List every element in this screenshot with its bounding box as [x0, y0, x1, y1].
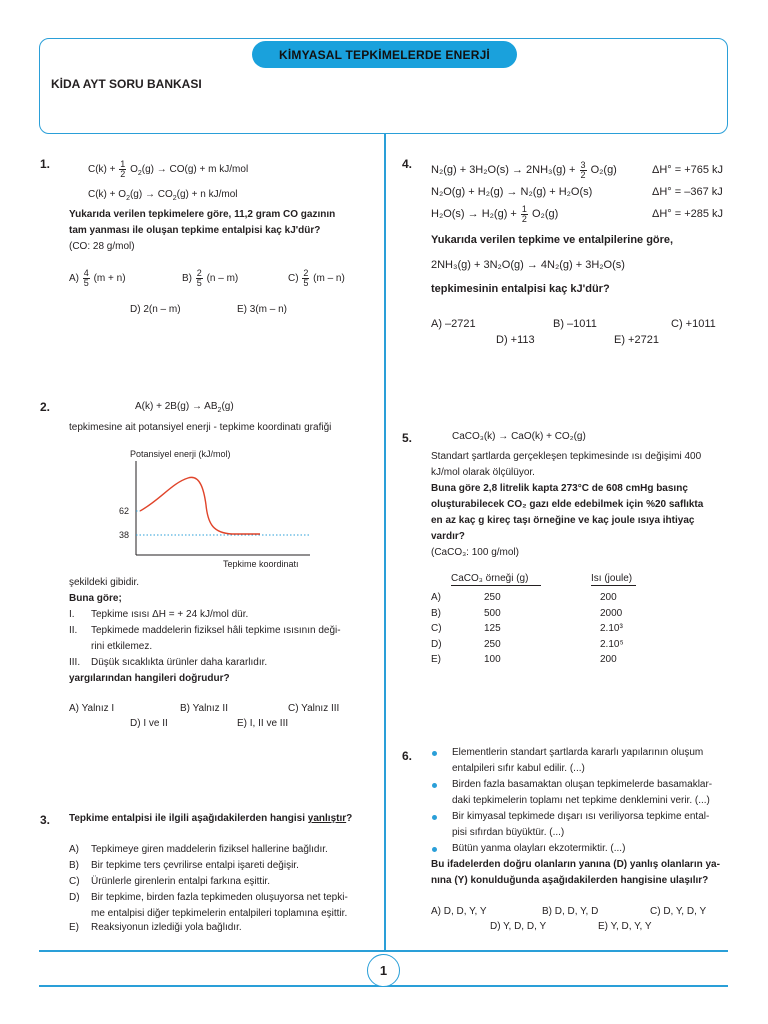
q4-option-c[interactable]: C) +1011 [671, 318, 716, 330]
q5-row-label: C) [431, 623, 442, 634]
q6-statement-4: Bütün yanma olayları ekzotermiktir. (...) [452, 843, 626, 854]
q6-option-c[interactable]: C) D, Y, D, Y [650, 906, 707, 917]
q5-row-sample: 500 [484, 608, 501, 619]
q2-item-num: II. [69, 625, 78, 636]
q5-header-underline [451, 585, 541, 586]
chart-y-label: Potansiyel enerji (kJ/mol) [130, 449, 231, 459]
q6-statement-1a: Elementlerin standart şartlarda kararlı yapılarının oluşum [452, 747, 704, 758]
q6-statement-2b: daki tepkimelerin toplamı net tepkime denklemini verir. (...) [452, 795, 710, 806]
q2-option-c[interactable]: C) Yalnız III [288, 703, 340, 714]
q4-dh-3: ΔH° = +285 kJ [652, 208, 724, 220]
q3-option-e[interactable]: Reaksiyonun izlediği yola bağlıdır. [91, 922, 242, 933]
bullet-icon [432, 847, 437, 852]
q6-option-e[interactable]: E) Y, D, Y, Y [598, 921, 652, 932]
q2-buna: Buna göre; [69, 593, 122, 604]
q5-bold-4: vardır? [431, 531, 465, 542]
q5-para-2: kJ/mol olarak ölçülüyor. [431, 467, 535, 478]
potential-energy-chart [110, 445, 320, 570]
q5-bold-2: oluşturabilecek CO₂ gazı elde edebilmek için %20 saflıkta [431, 499, 704, 510]
q2-intro: tepkimesine ait potansiyel enerji - tepkime koordinatı grafiği [69, 422, 332, 433]
question-number: 5. [402, 431, 413, 445]
q5-row-label: E) [431, 654, 441, 665]
q5-row-sample: 250 [484, 639, 501, 650]
q3-option-c[interactable]: Ürünlerle girenlerin entalpi farkına eşittir. [91, 876, 270, 887]
q5-row-label: B) [431, 608, 441, 619]
q4-option-d[interactable]: D) +113 [496, 334, 535, 346]
q3-label: A) [69, 844, 79, 855]
q5-row-heat: 200 [600, 592, 617, 603]
q4-dh-2: ΔH° = –367 kJ [652, 186, 723, 198]
q4-reaction-3: H₂O(s) → H₂(g) + $\frac{1}{2}$ O₂(g) [431, 203, 559, 224]
question-number: 2. [40, 400, 51, 414]
q6-question-1: Bu ifadelerden doğru olanların yanına (D) yanlış olanların ya- [431, 859, 720, 870]
q3-option-d2[interactable]: me entalpisi diğer tepkimelerin entalpileri toplamına eşittir. [91, 908, 348, 919]
q2-item-1: Tepkime ısısı ΔH = + 24 kJ/mol dür. [91, 609, 249, 620]
q5-row-label: D) [431, 639, 442, 650]
q4-stem: Yukarıda verilen tepkime ve entalpilerine göre, [431, 234, 674, 246]
q2-option-b[interactable]: B) Yalnız II [180, 703, 228, 714]
question-number: 4. [402, 157, 413, 171]
q5-row-sample: 125 [484, 623, 501, 634]
q4-reaction-2: N₂O(g) + H₂(g) → N₂(g) + H₂O(s) [431, 186, 593, 198]
q3-label: C) [69, 876, 80, 887]
q1-stem-2: tam yanması ile oluşan tepkime entalpisi kaç kJ'dür? [69, 225, 321, 236]
book-subtitle: KİDA AYT SORU BANKASI [51, 77, 202, 91]
q4-option-a[interactable]: A) –2721 [431, 318, 476, 330]
q6-question-2: nına (Y) konulduğunda aşağıdakilerden hangisine ulaşılır? [431, 875, 709, 886]
q2-item-num: I. [69, 609, 75, 620]
q2-option-d[interactable]: D) I ve II [130, 718, 168, 729]
q1-option-e[interactable]: E) 3(m – n) [237, 304, 288, 315]
q6-option-b[interactable]: B) D, D, Y, D [542, 906, 599, 917]
chart-energy-curve [140, 477, 260, 534]
q5-row-heat: 2000 [600, 608, 623, 619]
q1-reaction-2: $C(k) + O_2(g) \to CO_2(g) + n$ kJ/mol [88, 189, 238, 202]
q4-question: tepkimesinin entalpisi kaç kJ'dür? [431, 283, 610, 295]
q6-statement-1b: entalpileri sıfır kabul edilir. (...) [452, 763, 585, 774]
q3-stem: Tepkime entalpisi ile ilgili aşağıdakilerden hangisi yanlıştır? [69, 813, 353, 824]
q3-label: D) [69, 892, 80, 903]
bullet-icon [432, 783, 437, 788]
question-number: 3. [40, 813, 51, 827]
q6-option-d[interactable]: D) Y, D, D, Y [490, 921, 547, 932]
page-number: 1 [367, 954, 400, 987]
q5-row-sample: 100 [484, 654, 501, 665]
q2-item-2a: Tepkimede maddelerin fiziksel hâli tepkime ısısının deği- [91, 625, 341, 636]
q1-option-d[interactable]: D) 2(n – m) [130, 304, 181, 315]
q6-option-a[interactable]: A) D, D, Y, Y [431, 906, 487, 917]
q2-question: yargılarından hangileri doğrudur? [69, 673, 230, 684]
q2-item-3: Düşük sıcaklıkta ürünler daha kararlıdır. [91, 657, 268, 668]
q4-dh-1: ΔH° = +765 kJ [652, 164, 724, 176]
q5-header-underline [591, 585, 636, 586]
q1-reaction-1: C(k) + $\frac{1}{2}$ $O_2(g) \to CO(g) + m$ kJ/mol [88, 159, 249, 179]
q1-stem-3: (CO: 28 g/mol) [69, 241, 135, 252]
q1-stem-1: Yukarıda verilen tepkimelere göre, 11,2 gram CO gazının [69, 209, 336, 220]
q5-bold-3: en az kaç g kireç taşı örneğine ve kaç joule ısıya ihtiyaç [431, 515, 695, 526]
q5-row-sample: 250 [484, 592, 501, 603]
q4-option-e[interactable]: E) +2721 [614, 334, 659, 346]
question-number: 6. [402, 749, 413, 763]
q5-bold-1: Buna göre 2,8 litrelik kapta 273°C de 608 cmHg basınç [431, 483, 688, 494]
q3-option-d1[interactable]: Bir tepkime, birden fazla tepkimeden oluşuyorsa net tepki- [91, 892, 348, 903]
footer-line-top [39, 950, 728, 952]
column-divider [384, 134, 386, 951]
q6-statement-3a: Bir kimyasal tepkimede dışarı ısı veriliyorsa tepkime ental- [452, 811, 710, 822]
q2-option-e[interactable]: E) I, II ve III [237, 718, 289, 729]
chart-x-label: Tepkime koordinatı [223, 559, 299, 569]
q4-reaction-1: N₂(g) + 3H₂O(s) → 2NH₃(g) + $\frac{3}{2}$ O₂(g) [431, 159, 617, 180]
q1-option-c[interactable]: C) $\frac{2}{5}$ (m – n) [288, 267, 345, 288]
q2-option-a[interactable]: A) Yalnız I [69, 703, 115, 714]
q1-option-a[interactable]: A) $\frac{4}{5}$ (m + n) [69, 267, 126, 288]
q3-option-a[interactable]: Tepkimeye giren maddelerin fiziksel hallerine bağlıdır. [91, 844, 328, 855]
bullet-icon [432, 751, 437, 756]
q2-reaction: $A(k) + 2B(g) \to AB_2(g)$ [135, 401, 234, 414]
q2-outro: şekildeki gibidir. [69, 577, 140, 588]
q6-statement-3b: pisi sıfırdan büyüktür. (...) [452, 827, 565, 838]
q5-row-label: A) [431, 592, 441, 603]
q2-item-num: III. [69, 657, 81, 668]
q5-table-header-heat: Isı (joule) [591, 573, 633, 584]
q5-reaction: CaCO₃(k) → CaO(k) + CO₂(g) [452, 431, 586, 442]
page-title: KİMYASAL TEPKİMELERDE ENERJİ [252, 41, 517, 68]
q3-label: E) [69, 922, 79, 933]
q3-label: B) [69, 860, 79, 871]
bullet-icon [432, 815, 437, 820]
chart-tick-62: 62 [119, 506, 130, 516]
q3-option-b[interactable]: Bir tepkime ters çevrilirse entalpi işareti değişir. [91, 860, 299, 871]
q5-row-heat: 200 [600, 654, 617, 665]
q6-statement-2a: Birden fazla basamaktan oluşan tepkimelerde basamaklar- [452, 779, 713, 790]
q5-table-header-sample: CaCO₃ örneği (g) [451, 573, 529, 584]
q2-item-2b: rini etkilemez. [91, 641, 153, 652]
q5-molar-mass: (CaCO₃: 100 g/mol) [431, 547, 519, 558]
question-number: 1. [40, 157, 51, 171]
q1-option-b[interactable]: B) $\frac{2}{5}$ (n – m) [182, 267, 239, 288]
q5-para-1: Standart şartlarda gerçekleşen tepkimesinde ısı değişimi 400 [431, 451, 702, 462]
chart-tick-38: 38 [119, 530, 130, 540]
q4-option-b[interactable]: B) –1011 [553, 318, 597, 330]
q5-row-heat: 2.10⁵ [600, 639, 624, 650]
q4-target-reaction: 2NH₃(g) + 3N₂O(g) → 4N₂(g) + 3H₂O(s) [431, 259, 625, 271]
q5-row-heat: 2.10³ [600, 623, 623, 634]
